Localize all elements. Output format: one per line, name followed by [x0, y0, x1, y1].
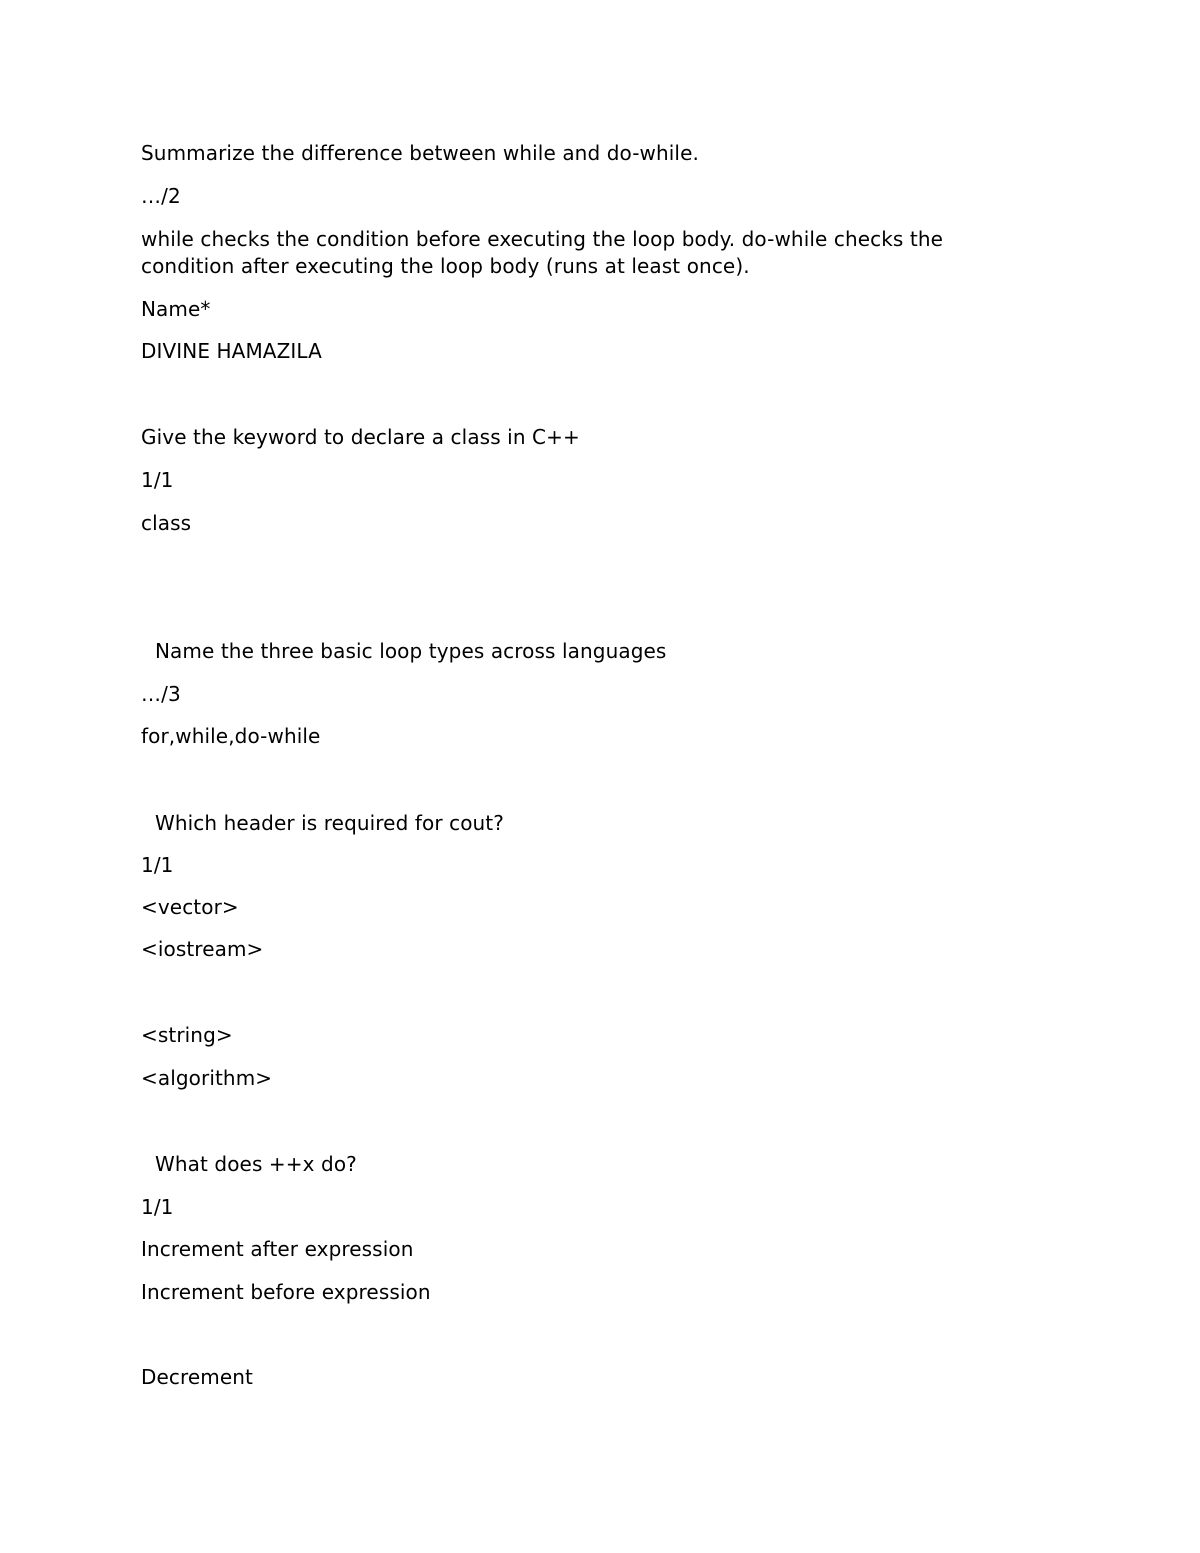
name-value: DIVINE HAMAZILA — [141, 339, 322, 363]
question-while-dowhile: Summarize the difference between while and do-while. — [141, 141, 699, 165]
score-q5: 1/1 — [141, 1195, 174, 1219]
question-cout-header: Which header is required for cout? — [155, 811, 504, 835]
option-q5-decrement: Decrement — [141, 1365, 253, 1389]
question-loop-types: Name the three basic loop types across languages — [155, 639, 667, 663]
score-q1: …/2 — [141, 184, 181, 208]
option-q4-string: <string> — [141, 1023, 233, 1047]
question-pre-increment: What does ++x do? — [155, 1152, 357, 1176]
option-q5-increment-after: Increment after expression — [141, 1237, 414, 1261]
question-class-keyword: Give the keyword to declare a class in C++ — [141, 425, 580, 449]
score-q3: …/3 — [141, 682, 181, 706]
option-q4-algorithm: <algorithm> — [141, 1066, 273, 1090]
option-q5-increment-before: Increment before expression — [141, 1280, 431, 1304]
answer-q1: while checks the condition before executing the loop body. do-while checks the condition after executing the loop body (runs at least once). — [141, 227, 944, 278]
option-q4-iostream: <iostream> — [141, 937, 264, 961]
score-q4: 1/1 — [141, 853, 174, 877]
name-label: Name* — [141, 297, 211, 321]
option-q4-vector: <vector> — [141, 895, 239, 919]
score-q2: 1/1 — [141, 468, 174, 492]
answer-q3: for,while,do-while — [141, 724, 321, 748]
answer-q2: class — [141, 511, 192, 535]
